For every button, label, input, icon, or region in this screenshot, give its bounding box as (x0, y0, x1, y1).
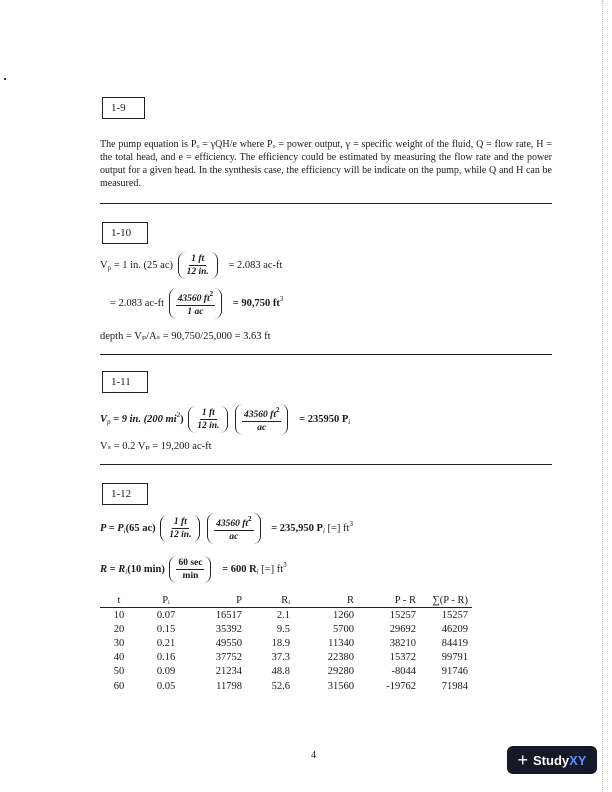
fraction-numerator-text: 43560 ft (244, 410, 276, 420)
eq-result: = 90,750 ft (232, 297, 280, 309)
paren-group (160, 515, 200, 542)
table-cell: 38210 (389, 637, 416, 649)
eq-unit: [=] ft (258, 563, 284, 575)
eq-subscript: i (123, 526, 126, 535)
column-header-t: t (117, 594, 121, 606)
column-header-cumulative: ∑(P - R) (432, 594, 468, 606)
fraction-denominator: 1 ac (187, 307, 204, 317)
table-row (100, 679, 472, 693)
eq-text: = 2.083 ac-ft (110, 297, 165, 309)
eq-unit: [=] ft (324, 522, 350, 534)
fraction-denominator: ac (229, 532, 239, 542)
eq-superscript: 3 (279, 294, 284, 303)
problem-label-text: 1-12 (111, 488, 132, 500)
brand-prefix: Study (533, 752, 570, 768)
eq-superscript: 3 (283, 560, 287, 569)
equation-1-10-depth: depth = Vₚ/Aₛ = 90,750/25,000 = 3.63 ft (100, 331, 271, 342)
table-cell: 11798 (216, 680, 242, 692)
table-row (100, 636, 472, 650)
column-header-ri: Rᵢ (281, 594, 290, 606)
equation-1-11-storage: Vₛ = 0.2 Vₚ = 19,200 ac-ft (100, 441, 212, 452)
paren-group (169, 556, 211, 583)
table-cell: 37.3 (271, 652, 290, 664)
eq-result: = 235,950 P (271, 522, 323, 534)
paren-group (235, 404, 288, 435)
table-cell: 11340 (328, 637, 354, 649)
table-cell: 15257 (441, 609, 468, 621)
eq-symbol: V (100, 259, 108, 271)
table-cell: 84419 (441, 637, 468, 649)
eq-superscript: 2 (275, 406, 280, 414)
table-cell: 0.05 (156, 680, 176, 692)
fraction-denominator: 12 in. (186, 267, 209, 277)
table-cell: 29692 (389, 623, 416, 635)
eq-superscript: 3 (349, 519, 353, 528)
eq-subscript: i (322, 526, 325, 535)
eq-superscript: 2 (176, 410, 181, 419)
fraction-denominator: ac (257, 423, 267, 433)
equation-1-10-volume (100, 252, 282, 279)
table-cell: 22380 (327, 652, 354, 664)
table-cell: 9.5 (276, 623, 290, 635)
table-cell: 29280 (327, 666, 354, 678)
hydrograph-table (100, 593, 472, 693)
eq-superscript: 2 (209, 290, 214, 298)
table-cell: 15257 (389, 609, 416, 621)
table-cell: 46209 (441, 623, 468, 635)
paren-group (178, 252, 218, 279)
table-cell: 0.21 (156, 637, 176, 649)
fraction-numerator: 1 ft (201, 408, 215, 418)
fraction (176, 290, 215, 317)
eq-symbol: V (100, 413, 108, 425)
table-cell: 31560 (327, 680, 354, 692)
eq-symbol: P = P (100, 522, 124, 534)
equation-1-12-runoff (100, 556, 287, 583)
eq-text: = 9 in. (200 mi (110, 413, 177, 425)
table-cell: 18.9 (271, 637, 290, 649)
table-cell: 49550 (215, 637, 242, 649)
column-header-p: P (236, 594, 242, 606)
table-cell: -19762 (386, 680, 416, 692)
eq-subscript: i (256, 567, 259, 576)
table-cell: 91746 (441, 666, 468, 678)
problem-label-text: 1-10 (111, 227, 132, 239)
table-cell: 0.15 (156, 623, 176, 635)
page-number: 4 (311, 750, 316, 761)
problem-label-text: 1-11 (111, 376, 131, 388)
table-cell: 52.6 (271, 680, 290, 692)
eq-subscript: i (125, 567, 128, 576)
studyxy-badge[interactable] (507, 746, 597, 774)
column-header-pi: Pᵢ (162, 594, 170, 606)
table-cell: 50 (113, 666, 125, 678)
fraction (167, 517, 193, 540)
plus-icon: + (517, 750, 529, 770)
fraction-numerator (214, 515, 253, 531)
eq-symbol: R = R (100, 563, 126, 575)
brand-suffix: XY (569, 752, 587, 768)
table-cell: 0.16 (156, 652, 176, 664)
fraction (176, 558, 204, 581)
table-cell: 99791 (441, 652, 468, 664)
table-cell: 2.1 (276, 609, 290, 621)
table-cell: 48.8 (271, 666, 290, 678)
section-divider (100, 464, 552, 465)
table-cell: 30 (113, 637, 125, 649)
table-cell: 20 (113, 623, 125, 635)
table-row (100, 608, 472, 623)
eq-superscript: 2 (248, 515, 252, 523)
page-edge-shadow (602, 0, 609, 792)
table-row (100, 651, 472, 665)
problem-label-1-9 (102, 97, 145, 119)
problem-1-9-text: The pump equation is Pₒ = γQH/e where Pₒ = power output, γ = specific weight of the fluid, Q = flow rate, H = the total head, and e = efficiency. The efficiency could be estimated by measuring the flow rate and the power output for a given head. In the synthesis case, the efficiency will be indicate on the pump, while Q and H can be measured. (100, 139, 552, 189)
fraction-numerator: 1 ft (173, 517, 187, 527)
fraction-numerator-text: 43560 ft (216, 519, 249, 529)
eq-text: = 1 in. (25 ac) (111, 259, 173, 271)
eq-text: (65 ac) (125, 522, 156, 534)
eq-result: = 235950 P (299, 413, 349, 425)
eq-result: = 600 R (222, 563, 257, 575)
table-cell: 16517 (215, 609, 242, 621)
fraction-numerator: 1 ft (191, 254, 205, 264)
eq-text: (10 min) (127, 563, 165, 575)
table-cell: 0.07 (156, 609, 176, 621)
column-header-r: R (346, 594, 354, 606)
table-row (100, 622, 472, 636)
fraction-denominator: 12 in. (169, 530, 192, 540)
table-cell: 60 (113, 680, 125, 692)
paren-group (207, 513, 260, 544)
paren-group (188, 406, 228, 433)
equation-1-10-convert (110, 288, 283, 319)
table-cell: 40 (113, 652, 125, 664)
fraction-denominator: 12 in. (197, 421, 220, 431)
problem-label-1-11 (102, 371, 148, 393)
table-cell: 15372 (389, 652, 416, 664)
equation-1-12-precip (100, 513, 353, 544)
table-header-row (100, 593, 472, 608)
fraction-denominator: min (182, 571, 199, 581)
fraction-numerator: 60 sec (178, 558, 203, 568)
scan-speck (4, 78, 6, 80)
table-row (100, 665, 472, 679)
table-cell: 0.09 (156, 666, 176, 678)
eq-close-paren: ) (180, 413, 184, 425)
table-cell: 37752 (215, 652, 242, 664)
column-header-p-minus-r: P - R (394, 594, 416, 606)
problem-label-1-12 (102, 483, 148, 505)
table-cell: 5700 (333, 623, 354, 635)
section-divider (100, 354, 552, 355)
eq-subscript: p (107, 417, 111, 426)
fraction (185, 254, 211, 277)
fraction-numerator (176, 290, 215, 306)
fraction-numerator-text: 43560 ft (177, 294, 210, 304)
table-cell: -8044 (391, 666, 416, 678)
fraction (195, 408, 221, 431)
table-cell: 1260 (333, 609, 354, 621)
equation-1-11-volume (100, 404, 350, 435)
problem-label-text: 1-9 (111, 102, 126, 114)
eq-result: = 2.083 ac-ft (228, 259, 283, 271)
fraction (214, 515, 253, 542)
table-cell: 35392 (215, 623, 242, 635)
table-cell: 10 (113, 609, 125, 621)
eq-subscript: p (107, 263, 112, 272)
problem-label-1-10 (102, 222, 148, 244)
table-cell: 71984 (441, 680, 468, 692)
eq-subscript: i (348, 417, 351, 426)
paren-group (169, 288, 222, 319)
fraction (242, 406, 281, 433)
section-divider (100, 203, 552, 204)
table-cell: 21234 (215, 666, 242, 678)
fraction-numerator (242, 406, 281, 422)
